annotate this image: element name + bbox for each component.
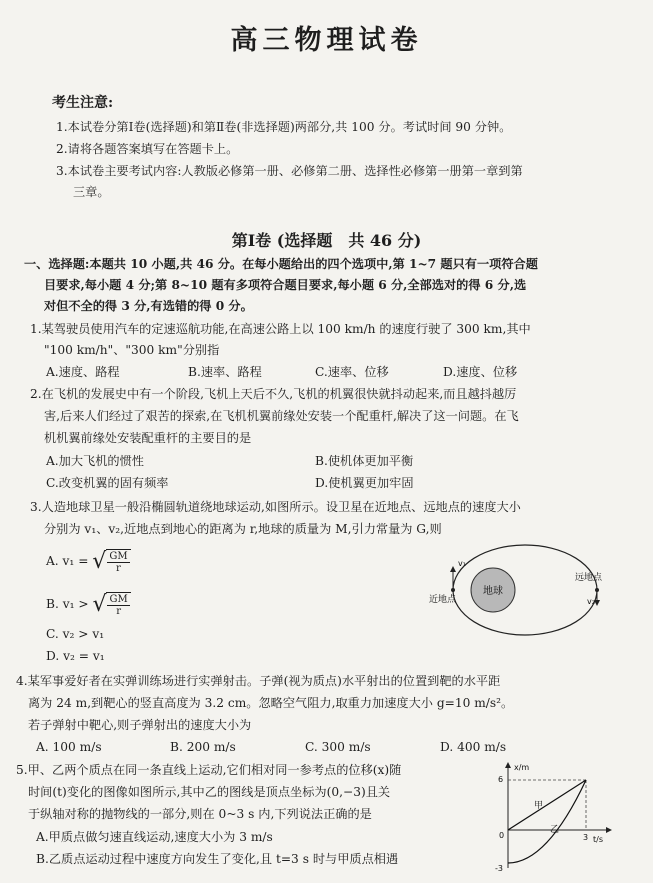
orbit-figure	[425, 540, 605, 640]
x-axis-arrow	[505, 762, 511, 768]
fraction-denominator: r	[116, 606, 121, 617]
q4-stem-line-2: 离为 24 m,到靶心的竖直高度为 3.2 cm。忽略空气阻力,取重力加速度大小 g=10 m/s²。	[28, 696, 514, 710]
q1-option-d: D.速度、位移	[443, 365, 518, 379]
origin-label: 0	[499, 831, 505, 840]
notice-line-4: 三章。	[73, 185, 110, 199]
notice-line-2: 2.请将各题答案填写在答题卡上。	[56, 142, 239, 156]
v1-arrowhead	[450, 566, 456, 572]
q3-option-a-label: A. v₁ =	[46, 554, 89, 568]
yi-label: 乙	[550, 825, 560, 835]
section-instruction-3: 对但不全的得 3 分,有选错的得 0 分。	[44, 299, 253, 313]
q1-stem-line-1: 1.某驾驶员使用汽车的定速巡航功能,在高速公路上以 100 km/h 的速度行驶了 300 km,其中	[30, 322, 531, 336]
q5-stem-line-2: 时间(t)变化的图像如图所示,其中乙的图线是顶点坐标为(0,−3)且关	[28, 785, 391, 799]
q2-option-b: B.使机体更加平衡	[315, 454, 414, 468]
jia-label: 甲	[534, 801, 544, 811]
section-instruction-2: 目要求,每小题 4 分;第 8~10 题有多项符合题目要求,每小题 6 分,全部选对的得 6 分,选	[44, 278, 527, 292]
q5-stem-line-1: 5.甲、乙两个质点在同一条直线上运动,它们相对同一参考点的位移(x)随	[16, 763, 402, 777]
v1-label: v₁	[458, 559, 466, 568]
t-axis-label: t/s	[593, 835, 603, 844]
v2-label: v₂	[587, 597, 595, 606]
q3-option-c: C. v₂ > v₁	[46, 627, 105, 641]
page-title: 高三物理试卷	[230, 25, 423, 56]
tick-3-label: 3	[583, 833, 589, 842]
q5-stem-line-3: 于纵轴对称的抛物线的一部分,则在 0~3 s 内,下列说法正确的是	[28, 807, 372, 821]
near-point-label: 近地点	[429, 595, 457, 605]
q4-option-b: B. 200 m/s	[170, 740, 236, 754]
q2-option-d: D.使机翼更加牢固	[315, 476, 414, 490]
notice-line-3: 3.本试卷主要考试内容:人教版必修第一册、必修第二册、选择性必修第一册第一章到第	[56, 164, 523, 178]
q4-option-a: A. 100 m/s	[36, 740, 102, 754]
sqrt-body	[106, 549, 130, 574]
q1-option-b: B.速率、路程	[188, 365, 262, 379]
sqrt-body	[106, 592, 130, 617]
notice-line-1: 1.本试卷分第Ⅰ卷(选择题)和第Ⅱ卷(非选择题)两部分,共 100 分。考试时间 90 分钟。	[56, 120, 512, 134]
fraction-denominator: r	[116, 563, 121, 574]
q3-option-b	[46, 592, 131, 617]
q2-option-c: C.改变机翼的固有频率	[46, 476, 169, 490]
tick-6-label: 6	[498, 775, 504, 784]
q3-stem-line-2: 分别为 v₁、v₂,近地点到地心的距离为 r,地球的质量为 M,引力常量为 G,则	[44, 522, 442, 536]
q4-stem-line-1: 4.某军事爱好者在实弹训练场进行实弹射击。子弹(视为质点)水平射出的位置到靶的水平距	[16, 674, 501, 688]
q2-option-a: A.加大飞机的惯性	[46, 454, 144, 468]
q4-stem-line-3: 若子弹射中靶心,则子弹射出的速度大小为	[28, 718, 252, 732]
q3-option-d: D. v₂ = v₁	[46, 649, 105, 663]
q2-stem-line-1: 2.在飞机的发展史中有一个阶段,飞机上天后不久,飞机的机翼很快就抖动起来,而且越抖越厉	[30, 387, 517, 401]
sqrt-sign: √	[92, 549, 107, 574]
fraction	[107, 594, 129, 617]
q4-option-d: D. 400 m/s	[440, 740, 507, 754]
q3-option-b-label: B. v₁ >	[46, 597, 89, 611]
q1-option-a: A.速度、路程	[46, 365, 120, 379]
q1-stem-line-2: "100 km/h"、"300 km"分别指	[44, 343, 220, 357]
earth-label: 地球	[483, 586, 503, 597]
section-instruction-1: 一、选择题:本题共 10 小题,共 46 分。在每小题给出的四个选项中,第 1~7 题只有一项符合题	[24, 257, 538, 271]
q2-stem-line-3: 机机翼前缘处安装配重杆的主要目的是	[44, 431, 252, 445]
t-axis-arrow	[606, 827, 612, 833]
q5-option-a: A.甲质点做匀速直线运动,速度大小为 3 m/s	[36, 830, 273, 844]
q2-stem-line-2: 害,后来人们经过了艰苦的探索,在飞机机翼前缘处安装一个配重杆,解决了这一问题。在飞	[44, 409, 519, 423]
yi-curve	[508, 780, 589, 863]
far-point-label: 远地点	[575, 573, 603, 583]
tick-neg3-label: -3	[495, 864, 503, 873]
jia-line	[508, 780, 586, 830]
q3-stem-line-1: 3.人造地球卫星一般沿椭圆轨道绕地球运动,如图所示。设卫星在近地点、远地点的速度大小	[30, 500, 521, 514]
x-axis-label: x/m	[514, 763, 530, 772]
q4-option-c: C. 300 m/s	[305, 740, 371, 754]
q3-option-a	[46, 549, 131, 574]
fraction-numerator: GM	[109, 594, 128, 605]
sqrt-sign: √	[92, 592, 107, 617]
fraction-numerator: GM	[109, 551, 128, 562]
q1-option-c: C.速率、位移	[315, 365, 389, 379]
notice-heading: 考生注意:	[52, 95, 114, 111]
section-title: 第Ⅰ卷 (选择题 共 46 分)	[231, 231, 422, 250]
fraction	[107, 551, 129, 574]
xt-graph	[490, 760, 615, 875]
near-point	[451, 588, 455, 592]
q5-option-b: B.乙质点运动过程中速度方向发生了变化,且 t=3 s 时与甲质点相遇	[36, 852, 399, 866]
